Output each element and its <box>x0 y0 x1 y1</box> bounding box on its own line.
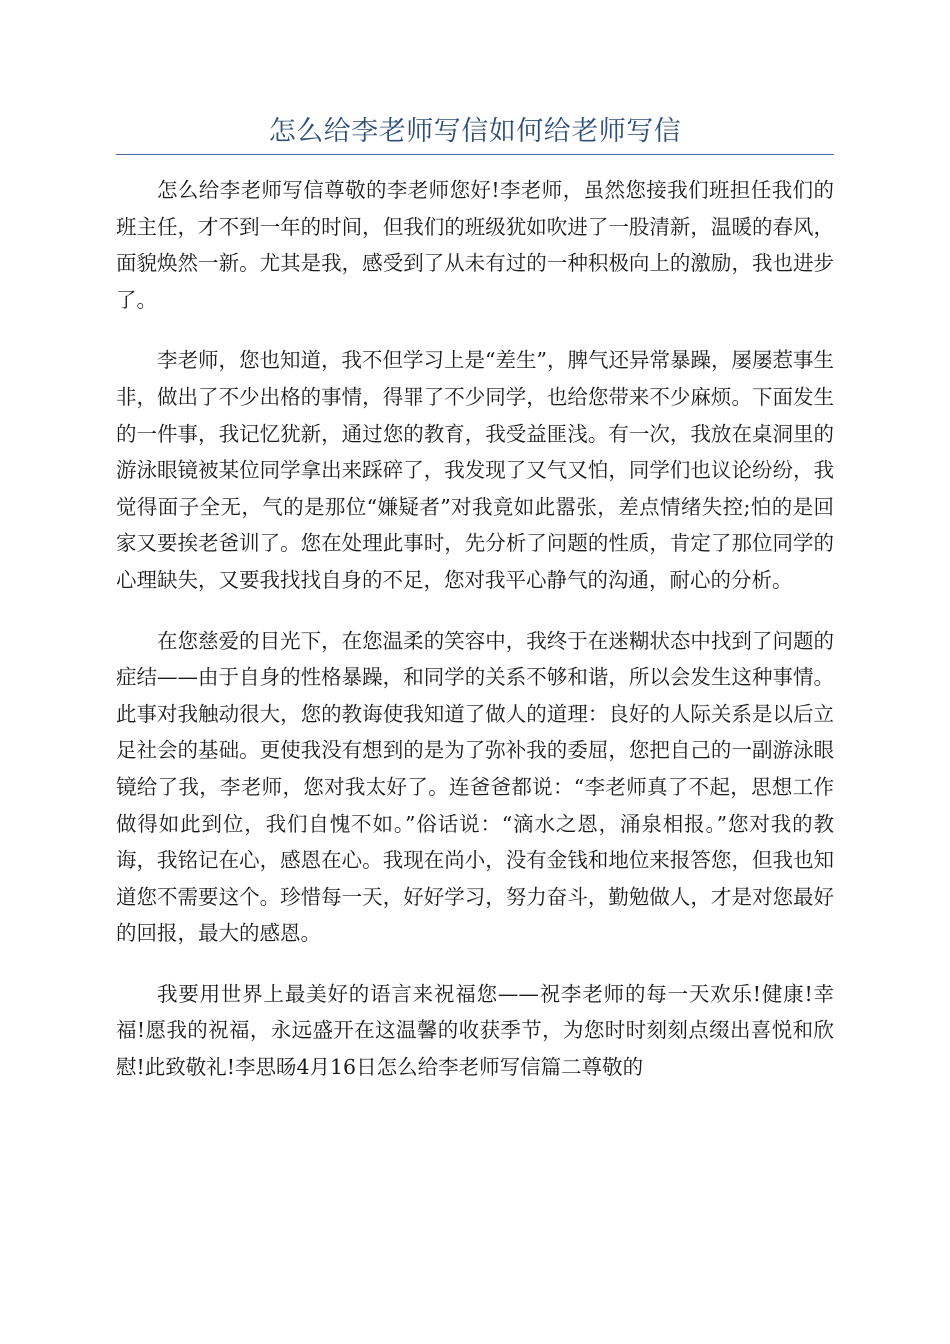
paragraph-1: 怎么给李老师写信尊敬的李老师您好!李老师，虽然您接我们班担任我们的班主任，才不到一年的时间，但我们的班级犹如吹进了一股清新，温暖的春风，面貌焕然一新。尤其是我，感受到了从未有过的一种积极向上的激励，我也进步了。 <box>116 178 834 312</box>
paragraph-4: 我要用世界上最美好的语言来祝福您——祝李老师的每一天欢乐!健康!幸福!愿我的祝福，永远盛开在这温馨的收获季节，为您时时刻刻点缀出喜悦和欣慰!此致敬礼!李思旸4月16日怎么给李老师写信篇二尊敬的 <box>116 981 834 1080</box>
document-body <box>116 172 834 1110</box>
paragraph-3: 在您慈爱的目光下，在您温柔的笑容中，我终于在迷糊状态中找到了问题的症结——由于自身的性格暴躁，和同学的关系不够和谐，所以会发生这种事情。此事对我触动很大，您的教诲使我知道了做人的道理：良好的人际关系是以后立足社会的基础。更使我没有想到的是为了弥补我的委屈，您把自己的一副游泳眼镜给了我，李老师，您对我太好了。连爸爸都说：“李老师真了不起，思想工作做得如此到位，我们自愧不如。”俗话说：“滴水之恩，涌泉相报。”您对我的教诲，我铭记在心，感恩在心。我现在尚小，没有金钱和地位来报答您，但我也知道您不需要这个。珍惜每一天，好好学习，努力奋斗，勤勉做人，才是对您最好的回报，最大的感恩。 <box>116 628 834 946</box>
document-title: 怎么给李老师写信如何给老师写信 <box>268 116 682 147</box>
title-underline-divider <box>116 154 834 155</box>
paragraph-2: 李老师，您也知道，我不但学习上是“差生”，脾气还异常暴躁，屡屡惹事生非，做出了不少出格的事情，得罪了不少同学，也给您带来不少麻烦。下面发生的一件事，我记忆犹新，通过您的教育，我受益匪浅。有一次，我放在桌洞里的游泳眼镜被某位同学拿出来踩碎了，我发现了又气又怕，同学们也议论纷纷，我觉得面子全无，气的是那位“嫌疑者”对我竟如此嚣张，差点情绪失控;怕的是回家又要挨老爸训了。您在处理此事时，先分析了问题的性质，肯定了那位同学的心理缺失，又要我找找自身的不足，您对我平心静气的沟通，耐心的分析。 <box>116 348 834 592</box>
